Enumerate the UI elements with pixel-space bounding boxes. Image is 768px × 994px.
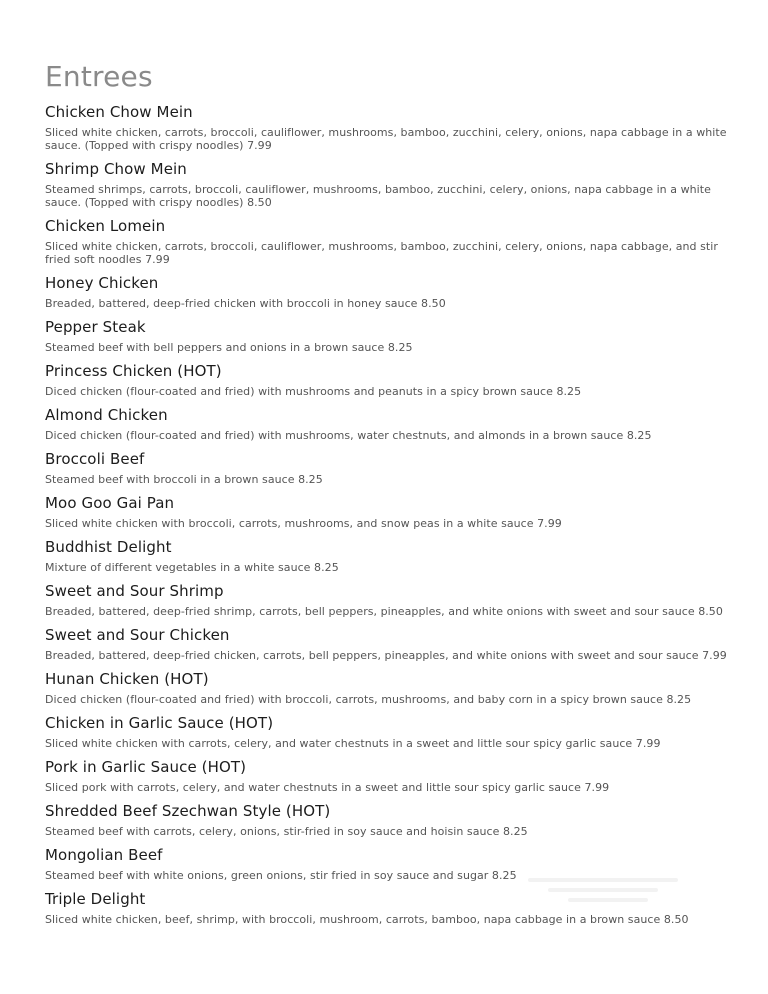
menu-item-name: Hunan Chicken (HOT) bbox=[45, 670, 209, 688]
menu-item-name: Chicken Lomein bbox=[45, 217, 166, 235]
menu-page bbox=[45, 58, 735, 933]
menu-item bbox=[45, 317, 735, 354]
menu-item-name: Sweet and Sour Shrimp bbox=[45, 582, 224, 600]
menu-item-description: Breaded, battered, deep-fried chicken, carrots, bell peppers, pineapples, and white onions with sweet and sour sauce 7.99 bbox=[45, 649, 727, 662]
menu-item bbox=[45, 669, 735, 706]
menu-item bbox=[45, 845, 735, 882]
menu-item-description: Breaded, battered, deep-fried shrimp, carrots, bell peppers, pineapples, and white onions with sweet and sour sauce 8.50 bbox=[45, 605, 723, 618]
menu-item bbox=[45, 449, 735, 486]
menu-item-name: Almond Chicken bbox=[45, 406, 168, 424]
menu-item-name: Sweet and Sour Chicken bbox=[45, 626, 230, 644]
menu-item bbox=[45, 405, 735, 442]
menu-item-description: Steamed shrimps, carrots, broccoli, cauliflower, mushrooms, bamboo, zucchini, celery, onions, napa cabbage in a white sauce. (Topped with crispy noodles) 8.50 bbox=[45, 183, 711, 209]
menu-item-description: Diced chicken (flour-coated and fried) with broccoli, carrots, mushrooms, and baby corn in a spicy brown sauce 8.25 bbox=[45, 693, 692, 706]
menu-item-name: Triple Delight bbox=[45, 890, 146, 908]
menu-item-name: Moo Goo Gai Pan bbox=[45, 494, 175, 512]
menu-item bbox=[45, 757, 735, 794]
menu-item-description: Steamed beef with white onions, green onions, stir fried in soy sauce and sugar 8.25 bbox=[45, 869, 517, 882]
menu-item-description: Steamed beef with broccoli in a brown sauce 8.25 bbox=[45, 473, 323, 486]
menu-item-name: Princess Chicken (HOT) bbox=[45, 362, 222, 380]
menu-item-description: Sliced pork with carrots, celery, and water chestnuts in a sweet and little sour spicy garlic sauce 7.99 bbox=[45, 781, 610, 794]
menu-item-name: Mongolian Beef bbox=[45, 846, 163, 864]
menu-item bbox=[45, 713, 735, 750]
menu-item bbox=[45, 625, 735, 662]
menu-item bbox=[45, 493, 735, 530]
menu-item-name: Shrimp Chow Mein bbox=[45, 160, 187, 178]
menu-item-description: Sliced white chicken, carrots, broccoli, cauliflower, mushrooms, bamboo, zucchini, celery, onions, napa cabbage, and stir fried soft noodles 7.99 bbox=[45, 240, 718, 266]
menu-item bbox=[45, 273, 735, 310]
menu-item-description: Steamed beef with bell peppers and onions in a brown sauce 8.25 bbox=[45, 341, 413, 354]
menu-item bbox=[45, 889, 735, 926]
menu-item bbox=[45, 102, 735, 152]
menu-item-name: Honey Chicken bbox=[45, 274, 159, 292]
menu-item-list bbox=[45, 102, 735, 926]
menu-item-description: Steamed beef with carrots, celery, onions, stir-fried in soy sauce and hoisin sauce 8.25 bbox=[45, 825, 528, 838]
menu-item-description: Sliced white chicken, beef, shrimp, with broccoli, mushroom, carrots, bamboo, napa cabbage in a brown sauce 8.50 bbox=[45, 913, 689, 926]
menu-item-name: Pepper Steak bbox=[45, 318, 146, 336]
menu-item-name: Chicken in Garlic Sauce (HOT) bbox=[45, 714, 274, 732]
menu-item-description: Mixture of different vegetables in a white sauce 8.25 bbox=[45, 561, 339, 574]
menu-item bbox=[45, 581, 735, 618]
menu-item-name: Shredded Beef Szechwan Style (HOT) bbox=[45, 802, 331, 820]
menu-item-description: Breaded, battered, deep-fried chicken with broccoli in honey sauce 8.50 bbox=[45, 297, 446, 310]
menu-item-name: Chicken Chow Mein bbox=[45, 103, 193, 121]
menu-item-description: Sliced white chicken with carrots, celery, and water chestnuts in a sweet and little sour spicy garlic sauce 7.99 bbox=[45, 737, 661, 750]
menu-item-name: Pork in Garlic Sauce (HOT) bbox=[45, 758, 247, 776]
menu-item-description: Diced chicken (flour-coated and fried) with mushrooms and peanuts in a spicy brown sauce 8.25 bbox=[45, 385, 582, 398]
menu-item-name: Broccoli Beef bbox=[45, 450, 145, 468]
menu-item bbox=[45, 361, 735, 398]
menu-item bbox=[45, 537, 735, 574]
menu-item-description: Sliced white chicken with broccoli, carrots, mushrooms, and snow peas in a white sauce 7.99 bbox=[45, 517, 562, 530]
menu-item bbox=[45, 216, 735, 266]
menu-item-description: Sliced white chicken, carrots, broccoli, cauliflower, mushrooms, bamboo, zucchini, celery, onions, napa cabbage in a white sauce. (Topped with crispy noodles) 7.99 bbox=[45, 126, 727, 152]
menu-item bbox=[45, 159, 735, 209]
menu-item-name: Buddhist Delight bbox=[45, 538, 172, 556]
section-title: Entrees bbox=[45, 60, 153, 93]
menu-item-description: Diced chicken (flour-coated and fried) with mushrooms, water chestnuts, and almonds in a brown sauce 8.25 bbox=[45, 429, 652, 442]
menu-item bbox=[45, 801, 735, 838]
